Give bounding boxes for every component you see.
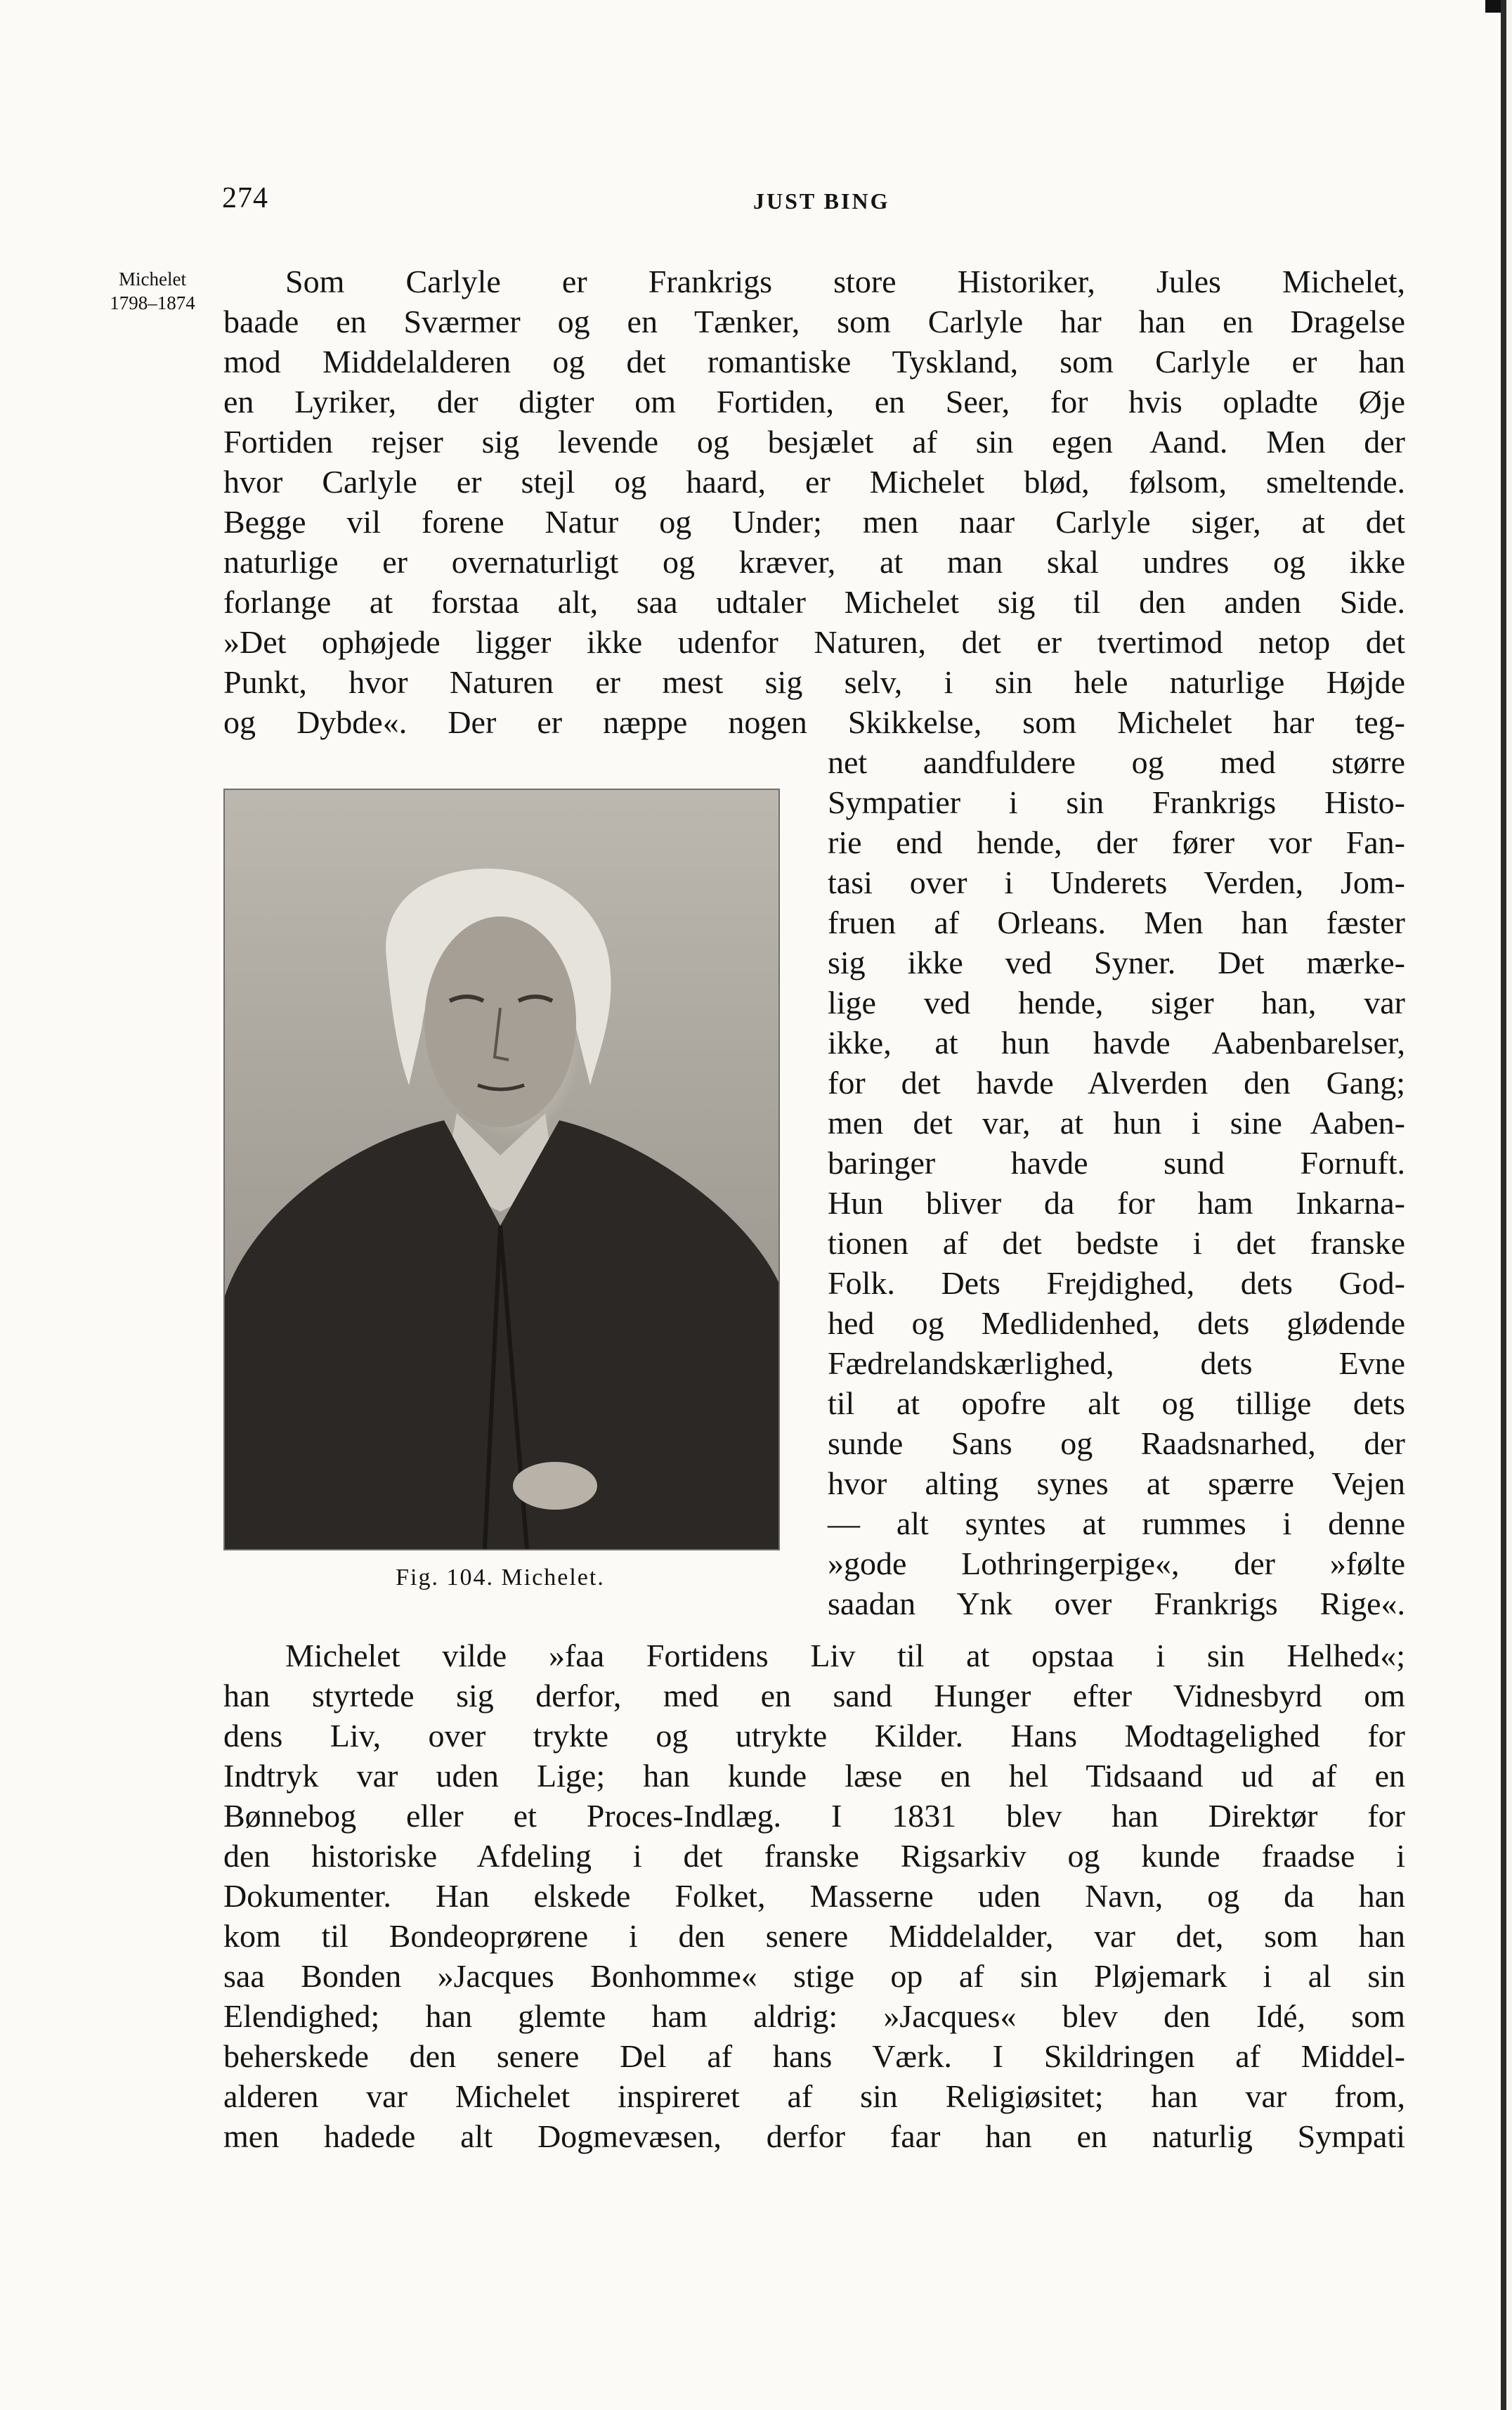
page-number: 274 (222, 182, 268, 214)
text-line: Bønnebog eller et Proces-Indlæg. I 1831 blev han Direktør for (223, 1798, 1405, 1834)
portrait-illustration (225, 790, 778, 1549)
face-shape (424, 916, 576, 1127)
scan-corner-mark (1485, 0, 1501, 13)
text-line: for det havde Alverden den Gang; (828, 1065, 1405, 1101)
text-line: han styrtede sig derfor, med en sand Hunger efter Vidnesbyrd om (223, 1678, 1405, 1713)
text-line: »Det ophøjede ligger ikke udenfor Naturen, det er tvertimod netop det (223, 624, 1405, 660)
text-line: sunde Sans og Raadsnarhed, der (828, 1425, 1405, 1461)
figure-caption: Fig. 104. Michelet. (396, 1564, 605, 1591)
text-line: Elendighed; han glemte ham aldrig: »Jacques« blev den Idé, som (223, 1998, 1405, 2034)
text-line: »gode Lothringerpige«, der »følte (828, 1546, 1405, 1581)
text-line: den historiske Afdeling i det franske Rigsarkiv og kunde fraadse i (223, 1838, 1405, 1874)
text-line: hvor alting synes at spærre Vejen (828, 1465, 1405, 1501)
portrait-figure (223, 789, 780, 1550)
running-head: JUST BING (753, 188, 890, 214)
text-line: tasi over i Underets Verden, Jom- (828, 864, 1405, 900)
margin-note-name: Michelet (119, 268, 186, 290)
text-line: forlange at forstaa alt, saa udtaler Michelet sig til den anden Side. (223, 584, 1405, 620)
text-line: til at opofre alt og tillige dets (828, 1385, 1405, 1421)
text-line: Indtryk var uden Lige; han kunde læse en hel Tidsaand ud af en (223, 1758, 1405, 1794)
text-line: baringer havde sund Fornuft. (828, 1145, 1405, 1181)
text-line: beherskede den senere Del af hans Værk. I Skildringen af Middel- (223, 2038, 1405, 2074)
text-line: sig ikke ved Syner. Det mærke- (828, 945, 1405, 980)
text-line: fruen af Orleans. Men han fæster (828, 905, 1405, 940)
text-line: hvor Carlyle er stejl og haard, er Michelet blød, følsom, smeltende. (223, 464, 1405, 500)
text-line: saadan Ynk over Frankrigs Rige«. (828, 1586, 1405, 1621)
margin-note (86, 267, 219, 315)
text-line: saa Bonden »Jacques Bonhomme« stige op af sin Pløjemark i al sin (223, 1958, 1405, 1994)
text-line: tionen af det bedste i det franske (828, 1225, 1405, 1261)
text-line: men det var, at hun i sine Aaben- (828, 1105, 1405, 1141)
text-line: Begge vil forene Natur og Under; men naar Carlyle siger, at det (223, 504, 1405, 540)
text-line: Som Carlyle er Frankrigs store Historiker, Jules Michelet, (285, 264, 1405, 299)
text-line: — alt syntes at rummes i denne (828, 1505, 1405, 1541)
text-line: Fortiden rejser sig levende og besjælet af sin egen Aand. Men der (223, 424, 1405, 460)
text-line: Hun bliver da for ham Inkarna- (828, 1185, 1405, 1221)
text-line: Punkt, hvor Naturen er mest sig selv, i sin hele naturlige Højde (223, 664, 1405, 700)
text-line: Michelet vilde »faa Fortidens Liv til at opstaa i sin Helhed«; (285, 1638, 1405, 1673)
text-line: Sympatier i sin Frankrigs Histo- (828, 784, 1405, 820)
text-line: ikke, at hun havde Aabenbarelser, (828, 1025, 1405, 1061)
text-line: en Lyriker, der digter om Fortiden, en Seer, for hvis opladte Øje (223, 384, 1405, 420)
text-line: hed og Medlidenhed, dets glødende (828, 1305, 1405, 1341)
text-line: Dokumenter. Han elskede Folket, Masserne uden Navn, og da han (223, 1878, 1405, 1914)
text-line: kom til Bondeoprørene i den senere Middelalder, var det, som han (223, 1918, 1405, 1954)
text-line: naturlige er overnaturligt og kræver, at man skal undres og ikke (223, 544, 1405, 580)
text-line: lige ved hende, siger han, var (828, 985, 1405, 1021)
text-line: alderen var Michelet inspireret af sin Religiøsitet; han var from, (223, 2078, 1405, 2114)
text-line: net aandfuldere og med større (828, 744, 1405, 780)
text-line: Fædrelandskærlighed, dets Evne (828, 1345, 1405, 1381)
text-line: baade en Sværmer og en Tænker, som Carlyle har han en Dragelse (223, 304, 1405, 339)
text-line: rie end hende, der fører vor Fan- (828, 824, 1405, 860)
hand-shape (513, 1462, 597, 1510)
text-line: og Dybde«. Der er næppe nogen Skikkelse, som Michelet har teg- (223, 704, 1405, 740)
margin-note-years: 1798–1874 (110, 292, 195, 313)
text-line: dens Liv, over trykte og utrykte Kilder. Hans Modtagelighed for (223, 1718, 1405, 1754)
text-line: Folk. Dets Frejdighed, dets God- (828, 1265, 1405, 1301)
text-line: mod Middelalderen og det romantiske Tyskland, som Carlyle er han (223, 344, 1405, 380)
text-line: men hadede alt Dogmevæsen, derfor faar han en naturlig Sympati (223, 2118, 1405, 2154)
